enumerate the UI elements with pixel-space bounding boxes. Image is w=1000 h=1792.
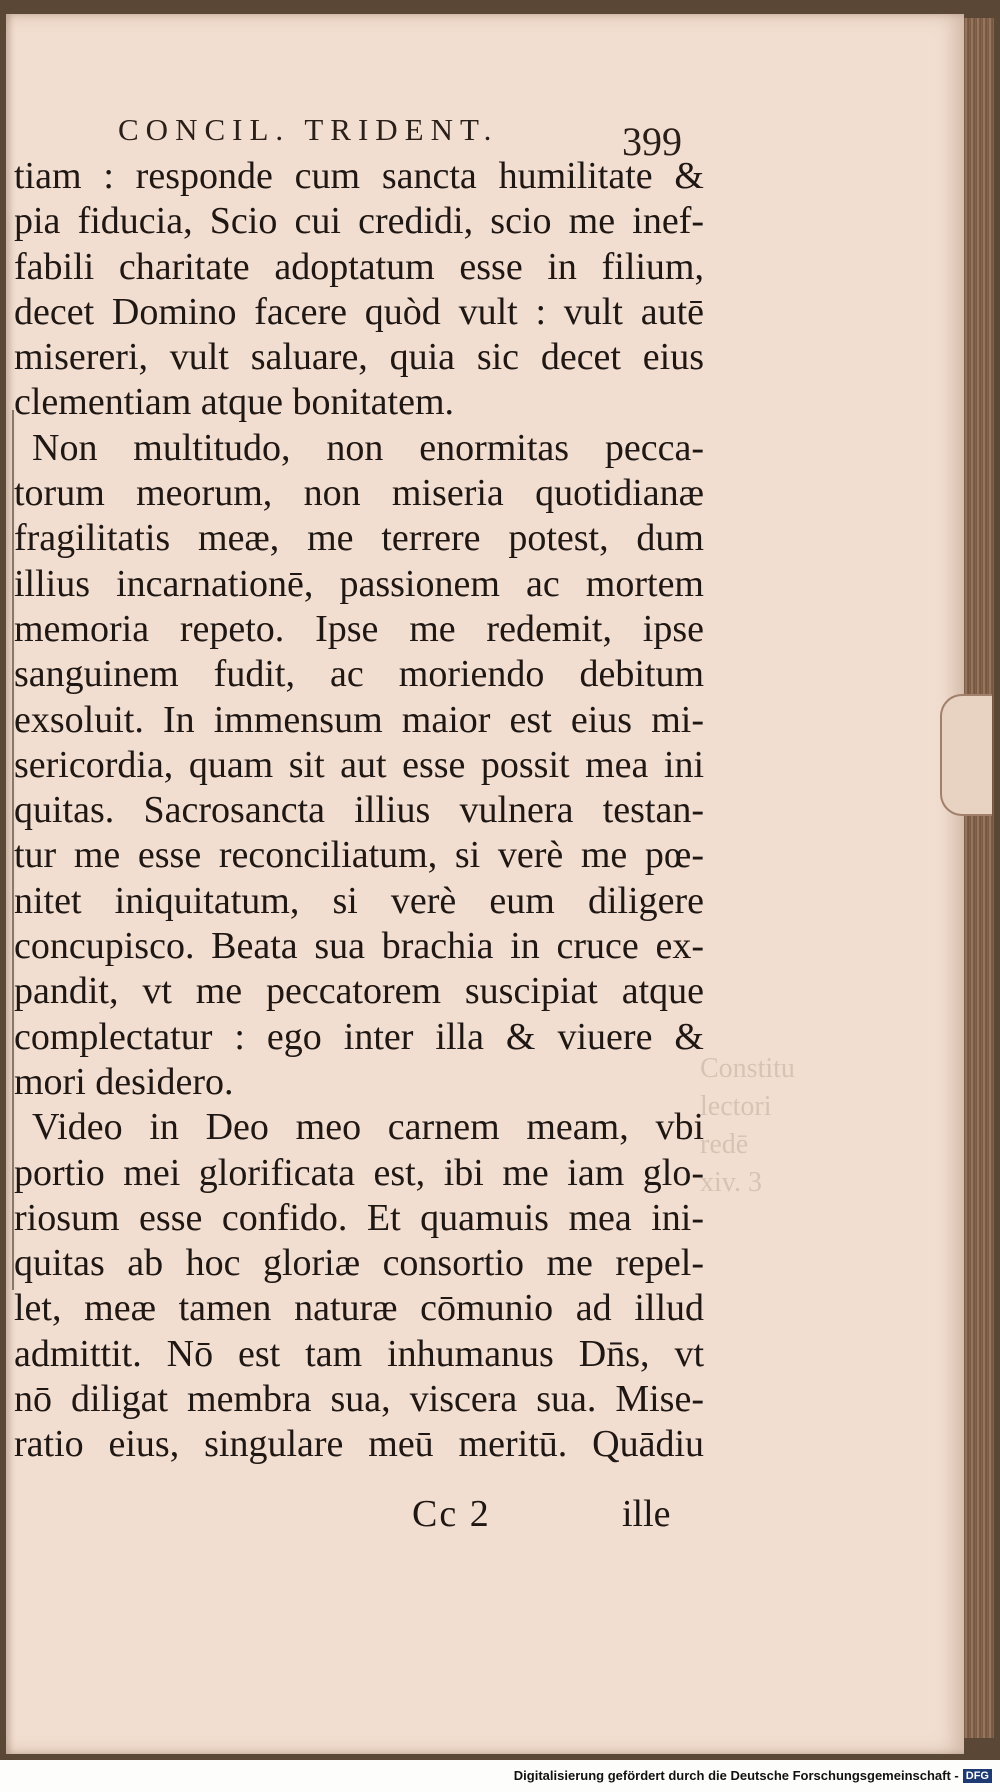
text-line: tur me esse reconciliatum, si verè me pœ-: [14, 834, 704, 877]
text-line: fabili charitate adoptatum esse in filium,: [14, 245, 704, 288]
footer-text: Digitalisierung gefördert durch die Deutsche Forschungsgemeinschaft -: [513, 1768, 959, 1783]
text-line: riosum esse confido. Et quamuis mea ini-: [14, 1196, 704, 1239]
text-line: quitas. Sacrosancta illius vulnera testan-: [14, 789, 704, 832]
text-line: admittit. Nō est tam inhumanus Dn̄s, vt: [14, 1332, 704, 1375]
page-edges: [964, 18, 994, 1738]
text-line: let, meæ tamen naturæ cōmunio ad illud: [14, 1287, 704, 1330]
text-line: illius incarnationē, passionem ac mortem: [14, 562, 704, 605]
text-line: misereri, vult saluare, quia sic decet eius: [14, 336, 704, 379]
text-line: Video in Deo meo carnem meam, vbi: [32, 1106, 704, 1149]
digitization-footer: [514, 1768, 992, 1783]
text-line: clementiam atque bonitatem.: [14, 381, 455, 424]
text-line: fragilitatis meæ, me terrere potest, dum: [14, 517, 704, 560]
text-line: concupisco. Beata sua brachia in cruce ex-: [14, 925, 704, 968]
text-line: pandit, vt me peccatorem suscipiat atque: [14, 970, 704, 1013]
text-line: portio mei glorificata est, ibi me iam glo-: [14, 1151, 704, 1194]
dfg-logo: DFG: [963, 1769, 992, 1783]
signature-mark: Cc 2: [412, 1493, 491, 1535]
text-line: nō diligat membra sua, viscera sua. Mise-: [14, 1378, 704, 1421]
text-line: complectatur : ego inter illa & viuere &: [14, 1015, 704, 1058]
text-line: pia fiducia, Scio cui credidi, scio me inef-: [14, 200, 704, 243]
text-line: sanguinem fudit, ac moriendo debitum: [14, 653, 704, 696]
text-line: exsoluit. In immensum maior est eius mi-: [14, 698, 704, 741]
running-head: CONCIL. TRIDENT.: [118, 112, 499, 147]
text-line: decet Domino facere quòd vult : vult autē: [14, 290, 704, 333]
bleed-through-text: Constitu lectori redē xiv. 3: [700, 1053, 795, 1198]
text-line: memoria repeto. Ipse me redemit, ipse: [14, 607, 704, 650]
text-line: mori desidero.: [14, 1060, 234, 1103]
text-line: quitas ab hoc gloriæ consortio me repel-: [14, 1242, 704, 1285]
text-line: ratio eius, singulare meū meritū. Quādiu: [14, 1423, 704, 1466]
text-line: tiam : responde cum sancta humilitate &: [14, 155, 704, 197]
catchword: ille: [622, 1493, 671, 1535]
text-line: nitet iniquitatum, si verè eum diligere: [14, 879, 704, 922]
text-line: Non multitudo, non enormitas pecca-: [32, 426, 704, 469]
page-tab: [940, 694, 992, 816]
body-text: [14, 154, 704, 1468]
text-line: torum meorum, non miseria quotidianæ: [14, 472, 704, 515]
page-number: 399: [622, 119, 682, 164]
text-line: sericordia, quam sit aut esse possit mea ini: [14, 743, 704, 786]
